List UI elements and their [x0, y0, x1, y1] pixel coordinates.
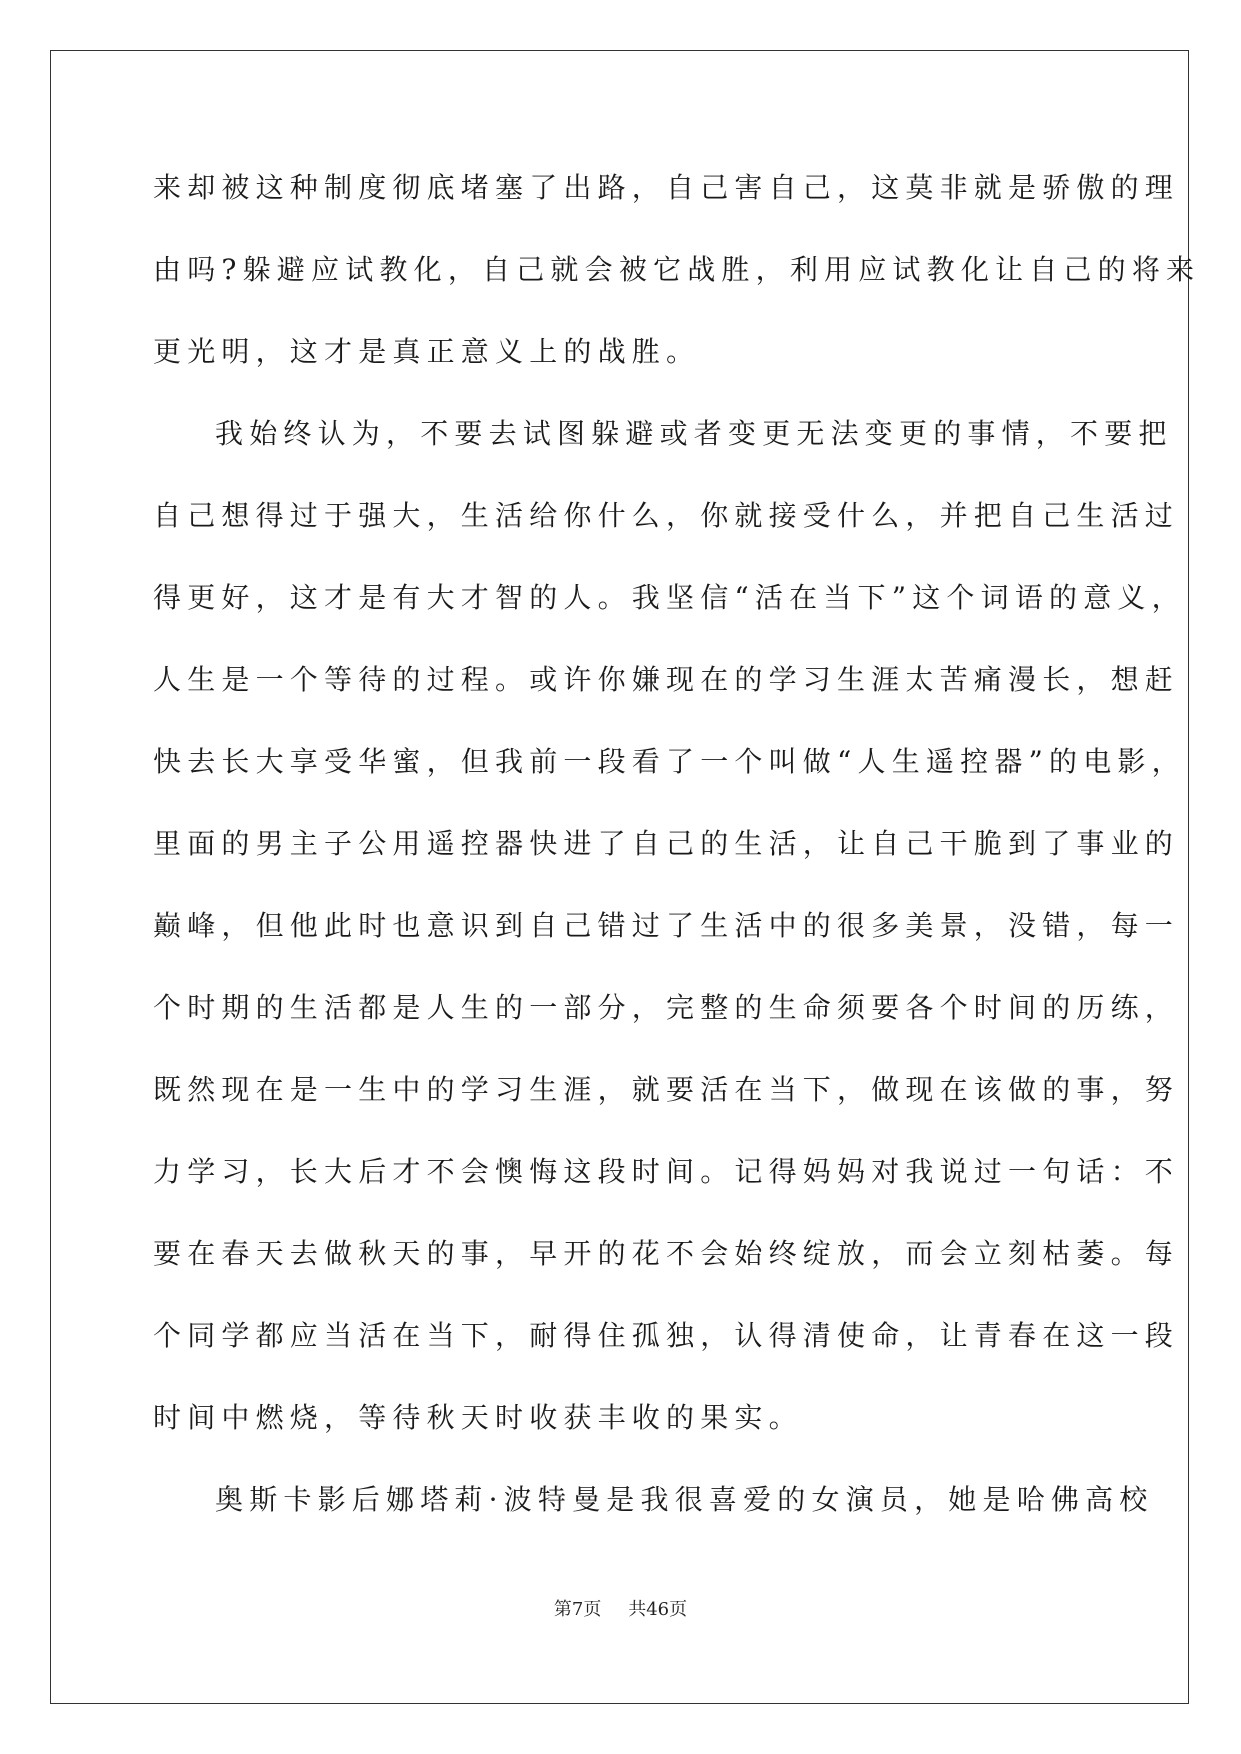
total-pages: 共46页 — [628, 1599, 688, 1620]
text-line: 由吗?躲避应试教化，自己就会被它战胜，利用应试教化让自己的将来 — [153, 253, 1201, 286]
page-footer — [0, 1595, 1241, 1621]
text-line: 里面的男主子公用遥控器快进了自己的生活，让自己干脆到了事业的 — [153, 827, 1180, 860]
text-line: 得更好，这才是有大才智的人。我坚信“活在当下”这个词语的意义， — [153, 581, 1186, 614]
text-line: 巅峰，但他此时也意识到自己错过了生活中的很多美景，没错，每一 — [153, 909, 1180, 942]
text-line: 来却被这种制度彻底堵塞了出路，自己害自己，这莫非就是骄傲的理 — [153, 171, 1180, 204]
text-line: 快去长大享受华蜜，但我前一段看了一个叫做“人生遥控器”的电影， — [153, 745, 1186, 778]
text-line: 更光明，这才是真正意义上的战胜。 — [153, 335, 701, 368]
paragraph-start-line: 奥斯卡影后娜塔莉·波特曼是我很喜爱的女演员，她是哈佛高校 — [215, 1483, 1154, 1516]
text-line: 个同学都应当活在当下，耐得住孤独，认得清使命，让青春在这一段 — [153, 1319, 1180, 1352]
text-line: 既然现在是一生中的学习生涯，就要活在当下，做现在该做的事，努 — [153, 1073, 1180, 1106]
text-line: 个时期的生活都是人生的一部分，完整的生命须要各个时间的历练， — [153, 991, 1180, 1024]
text-line: 自己想得过于强大，生活给你什么，你就接受什么，并把自己生活过 — [153, 499, 1180, 532]
page-border — [50, 50, 1189, 1704]
text-line: 要在春天去做秋天的事，早开的花不会始终绽放，而会立刻枯萎。每 — [153, 1237, 1180, 1270]
text-line: 力学习，长大后才不会懊悔这段时间。记得妈妈对我说过一句话：不 — [153, 1155, 1180, 1188]
page-number: 第7页 — [553, 1599, 602, 1620]
text-line: 人生是一个等待的过程。或许你嫌现在的学习生涯太苦痛漫长，想赶 — [153, 663, 1180, 696]
paragraph-start-line: 我始终认为，不要去试图躲避或者变更无法变更的事情，不要把 — [215, 417, 1173, 450]
text-line: 时间中燃烧，等待秋天时收获丰收的果实。 — [153, 1401, 803, 1434]
